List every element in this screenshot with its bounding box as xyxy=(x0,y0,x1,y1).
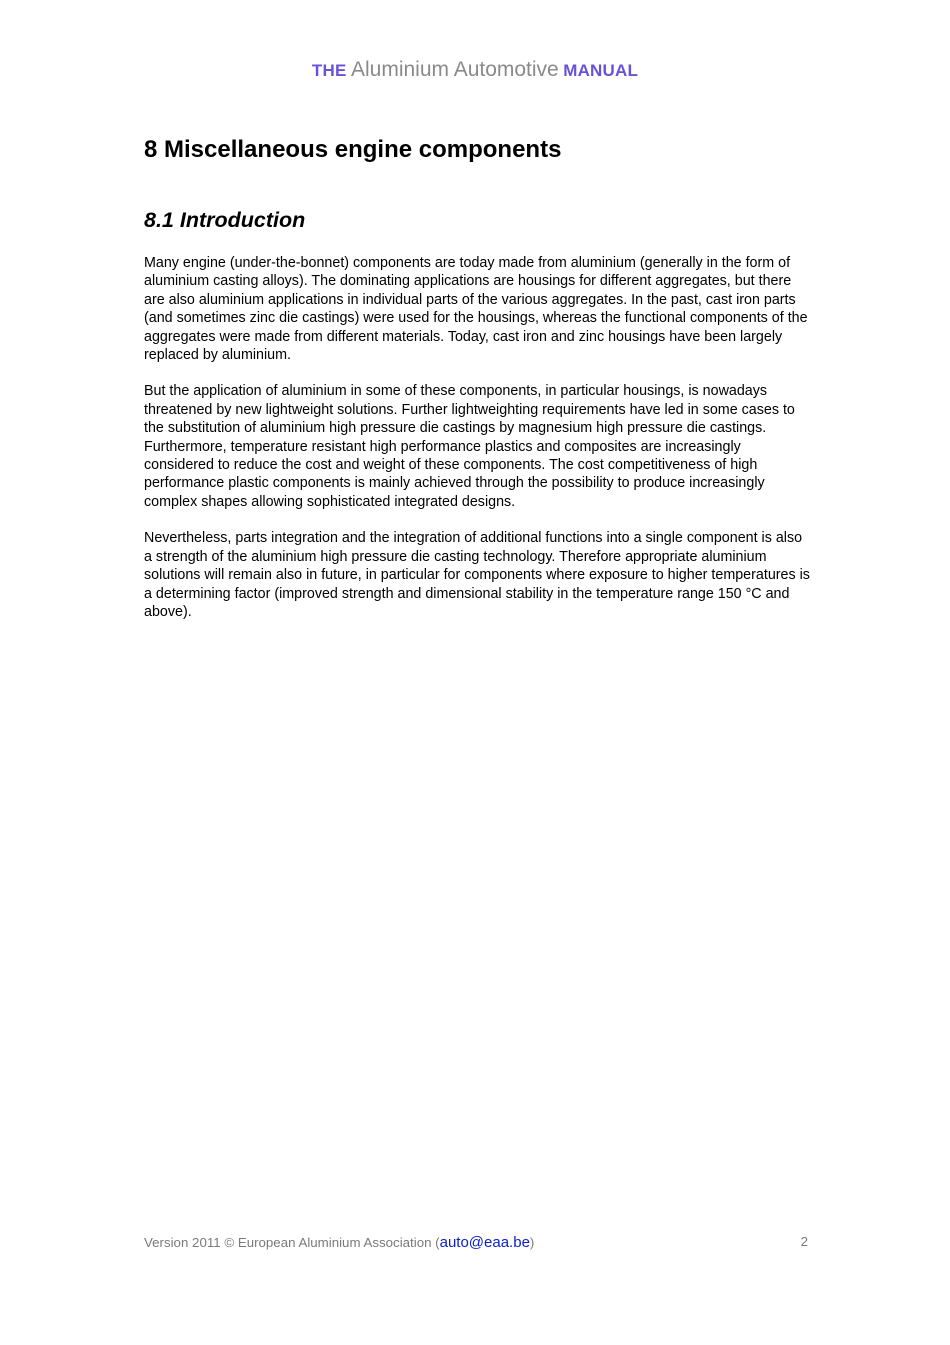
footer-email-link[interactable]: auto@eaa.be xyxy=(439,1234,530,1251)
footer-paren: ) xyxy=(529,1235,535,1250)
paragraph-2: But the application of aluminium in some of these components, in particular housings, is nowadays threatened by new lightweight solutions. Further lightweighting requirements have led in some cases to the substitution of aluminium high pressure die castings by magnesium high pressure die castings. Furthermore, temperature resistant high performance plastics and composites are increasingly considered to reduce the cost and weight of these components. The cost competitiveness of high performance plastic components is mainly achieved through the possibility to produce increasingly complex shapes allowing sophisticated integrated designs. xyxy=(144,383,795,510)
chapter-title: 8 Miscellaneous engine components xyxy=(144,136,562,163)
page-header xyxy=(0,58,950,82)
main-content xyxy=(144,132,810,620)
body-text xyxy=(144,254,810,639)
paragraph-1: Many engine (under-the-bonnet) components are today made from aluminium (generally in the form of aluminium casting alloys). The dominating applications are housings for different aggregates, but there are also aluminium applications in individual parts of the various aggregates. In the past, cast iron parts (and sometimes zinc die castings) were used for the housings, whereas the functional components of the aggregates were made from different materials. Today, cast iron and zinc housings have been largely replaced by aluminium. xyxy=(144,255,808,364)
header-title: Aluminium Automotive xyxy=(350,58,559,81)
section-title: 8.1 Introduction xyxy=(144,208,306,232)
page-number: 2 xyxy=(800,1234,808,1249)
footer-copyright: Version 2011 © European Aluminium Association ( xyxy=(144,1235,440,1250)
paragraph-3: Nevertheless, parts integration and the integration of additional functions into a single component is also a strength of the aluminium high pressure die casting technology. Therefore appropriate aluminium solutions will remain also in future, in particular for components where exposure to higher temperatures is a determining factor (improved strength and dimensional stability in the temperature range 150 °C and above). xyxy=(144,530,810,620)
header-prefix: THE xyxy=(311,61,347,80)
header-suffix: MANUAL xyxy=(563,61,639,80)
page-footer xyxy=(144,1234,808,1251)
